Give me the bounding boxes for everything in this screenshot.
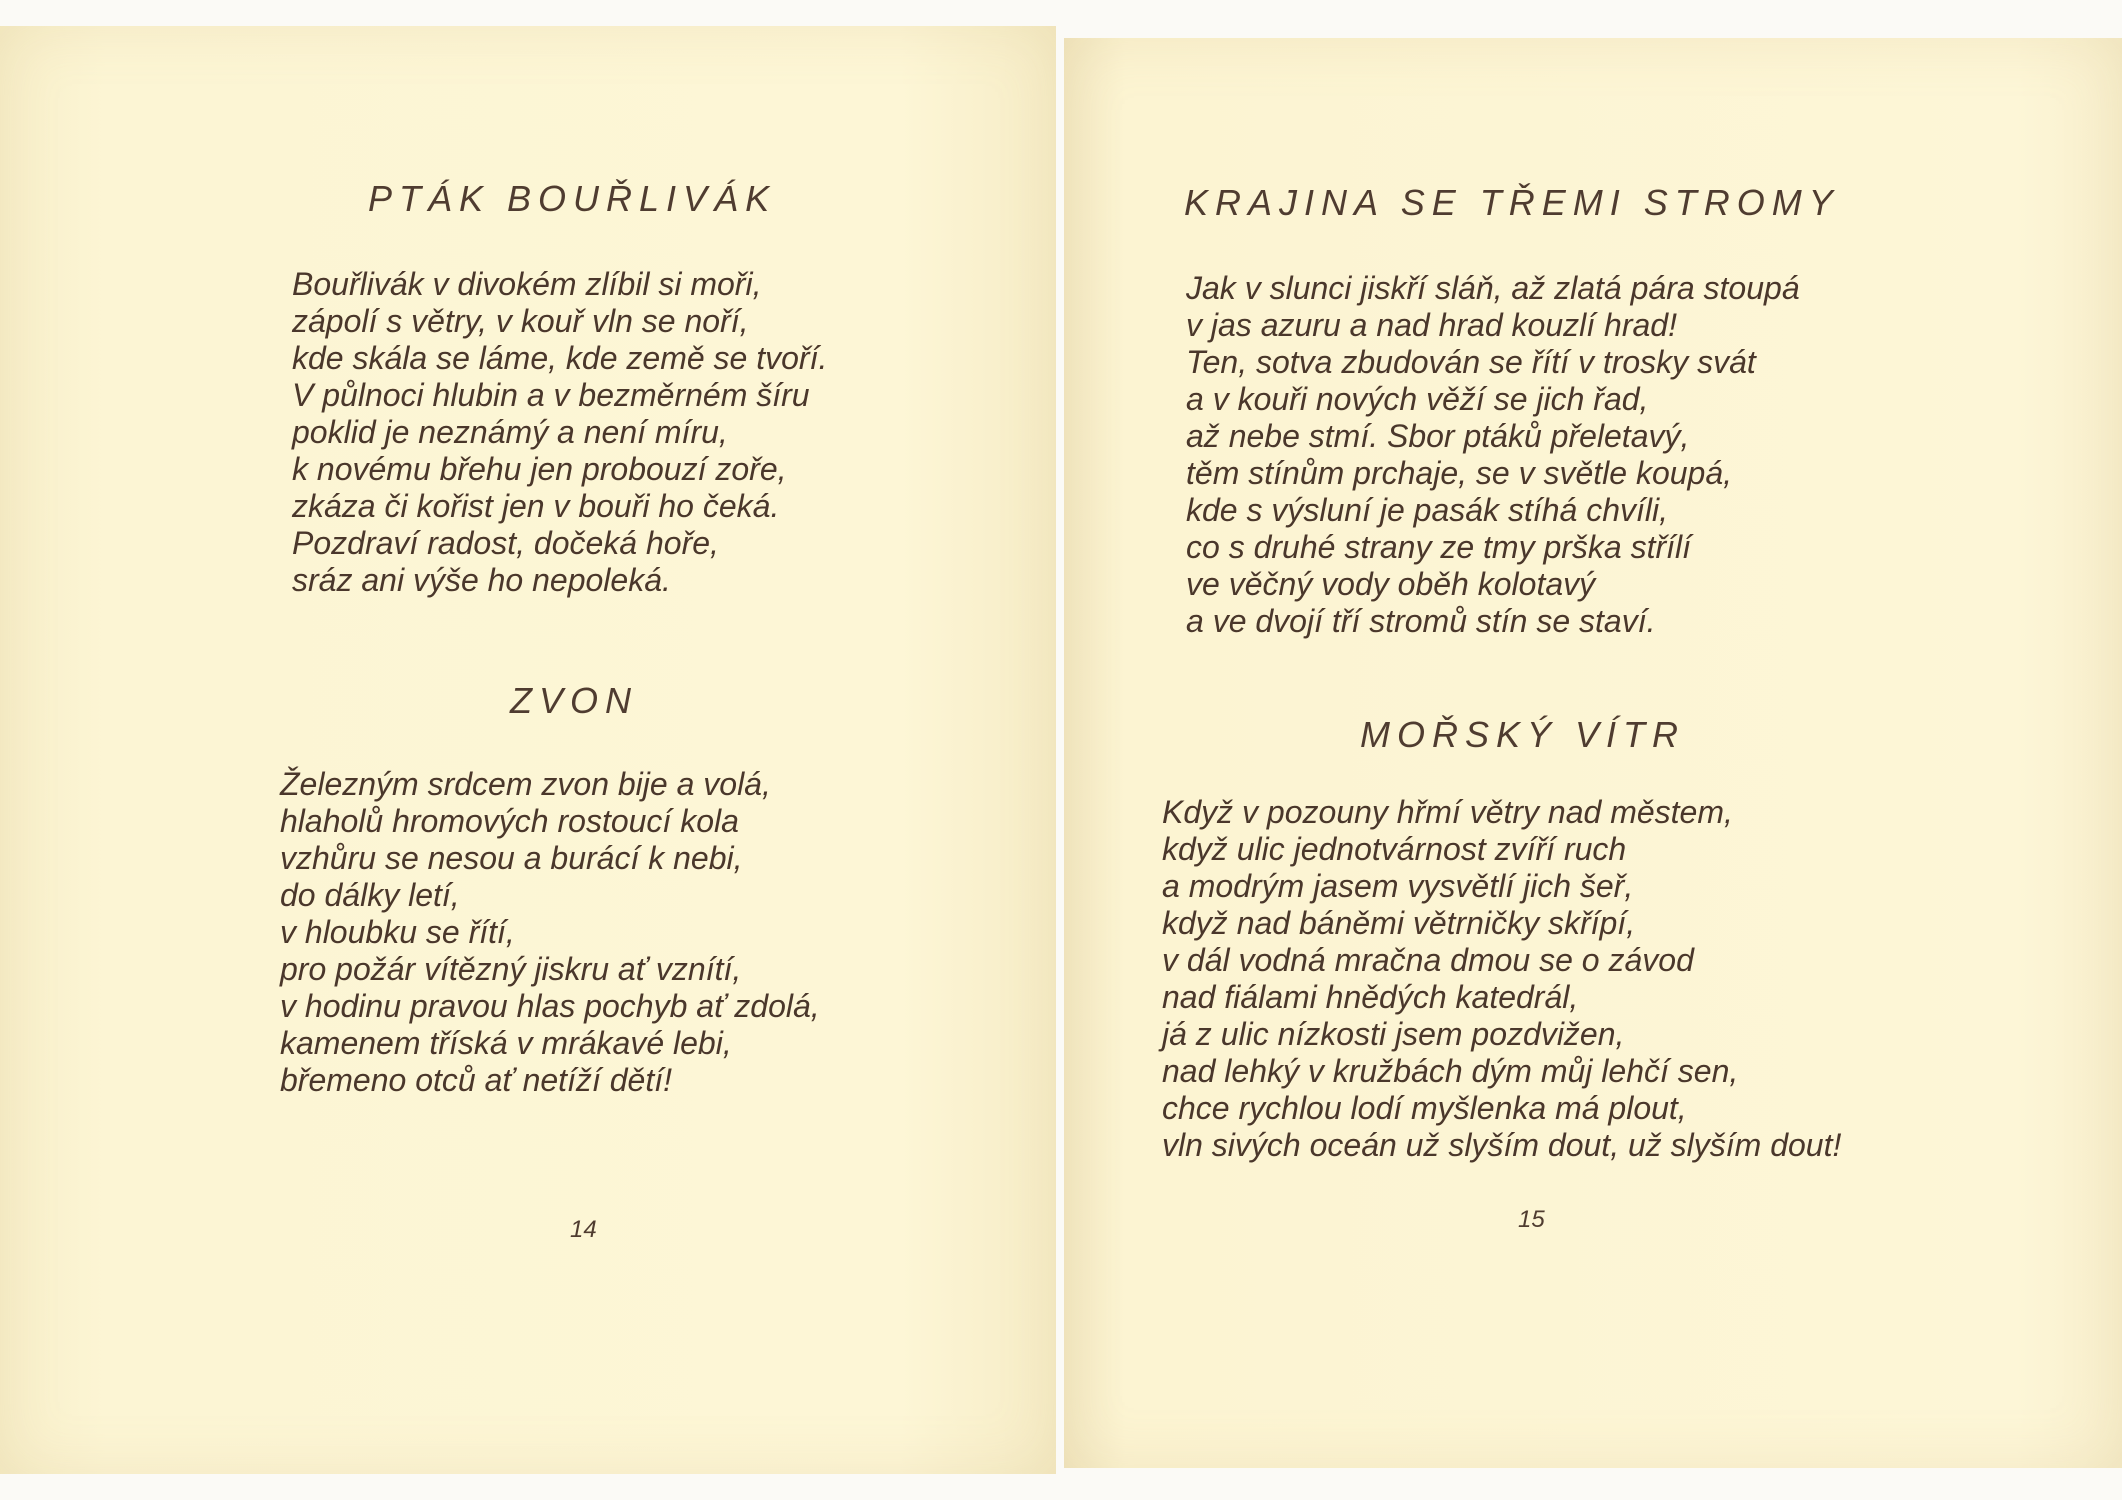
poem-line: a ve dvojí tří stromů stín se staví. <box>1186 603 1656 639</box>
poem-line: do dálky letí, <box>280 877 460 913</box>
poem-line: těm stínům prchaje, se v světle koupá, <box>1186 455 1733 491</box>
poem-line: v hodinu pravou hlas pochyb ať zdolá, <box>280 988 820 1024</box>
poem-line: kde s výsluní je pasák stíhá chvíli, <box>1186 492 1668 528</box>
poem-line: Železným srdcem zvon bije a volá, <box>280 766 771 802</box>
poem-line: zápolí s větry, v kouř vln se noří, <box>292 303 749 339</box>
poem-line: pro požár vítězný jiskru ať vznítí, <box>280 951 742 987</box>
poem-text-ptak-bourlivak <box>292 266 827 599</box>
poem-line: chce rychlou lodí myšlenka má plout, <box>1162 1090 1687 1126</box>
poem-title-krajina-se-tremi-stromy: KRAJINA SE TŘEMI STROMY <box>1184 182 1840 223</box>
poem-line: V půlnoci hlubin a v bezměrném šíru <box>292 377 810 413</box>
poem-line: až nebe stmí. Sbor ptáků přeletavý, <box>1186 418 1690 454</box>
poem-line: břemeno otců ať netíží dětí! <box>280 1062 672 1098</box>
poem-line: když ulic jednotvárnost zvíří ruch <box>1162 831 1627 867</box>
poem-line: a v kouři nových věží se jich řad, <box>1186 381 1649 417</box>
poem-line: Jak v slunci jiskří sláň, až zlatá pára stoupá <box>1186 270 1800 306</box>
poem-title-morsky-vitr: MOŘSKÝ VÍTR <box>1360 714 1686 755</box>
poem-text-zvon <box>280 766 820 1099</box>
poem-line: vln sivých oceán už slyším dout, už slyším dout! <box>1162 1127 1842 1163</box>
poem-line: já z ulic nízkosti jsem pozdvižen, <box>1162 1016 1625 1052</box>
poem-line: Pozdraví radost, dočeká hoře, <box>292 525 719 561</box>
poem-line: k novému břehu jen probouzí zoře, <box>292 451 787 487</box>
book-gutter <box>1056 0 1064 1500</box>
poem-line: ve věčný vody oběh kolotavý <box>1186 566 1596 602</box>
poem-line: hlaholů hromových rostoucí kola <box>280 803 739 839</box>
poem-line: v hloubku se řítí, <box>280 914 515 950</box>
poem-line: kamenem tříská v mrákavé lebi, <box>280 1025 732 1061</box>
poem-title-zvon: ZVON <box>510 680 639 721</box>
left-page <box>0 26 1058 1474</box>
poem-line: sráz ani výše ho nepoleká. <box>292 562 671 598</box>
poem-text-morsky-vitr <box>1162 794 1841 1164</box>
poem-line: v jas azuru a nad hrad kouzlí hrad! <box>1186 307 1677 343</box>
poem-line: zkáza či kořist jen v bouři ho čeká. <box>292 488 780 524</box>
poem-text-krajina-se-tremi-stromy <box>1186 270 1800 640</box>
poem-line: poklid je neznámý a není míru, <box>292 414 728 450</box>
poem-line: Bouřlivák v divokém zlíbil si moři, <box>292 266 762 302</box>
poem-line: nad fiálami hnědých katedrál, <box>1162 979 1579 1015</box>
poem-line: když nad báněmi větrničky skřípí, <box>1162 905 1636 941</box>
poem-line: kde skála se láme, kde země se tvoří. <box>292 340 828 376</box>
poem-line: Ten, sotva zbudován se řítí v trosky svát <box>1186 344 1756 380</box>
poem-line: v dál vodná mračna dmou se o závod <box>1162 942 1694 978</box>
poem-line: nad lehký v kružbách dým můj lehčí sen, <box>1162 1053 1739 1089</box>
poem-line: Když v pozouny hřmí větry nad městem, <box>1162 794 1733 830</box>
poem-title-ptak-bourlivak: PTÁK BOUŘLIVÁK <box>368 178 777 219</box>
page-number-left: 14 <box>570 1216 597 1243</box>
page-number-right: 15 <box>1518 1206 1545 1233</box>
poem-line: vzhůru se nesou a burácí k nebi, <box>280 840 743 876</box>
poem-line: a modrým jasem vysvětlí jich šeř, <box>1162 868 1634 904</box>
poem-line: co s druhé strany ze tmy prška střílí <box>1186 529 1692 565</box>
